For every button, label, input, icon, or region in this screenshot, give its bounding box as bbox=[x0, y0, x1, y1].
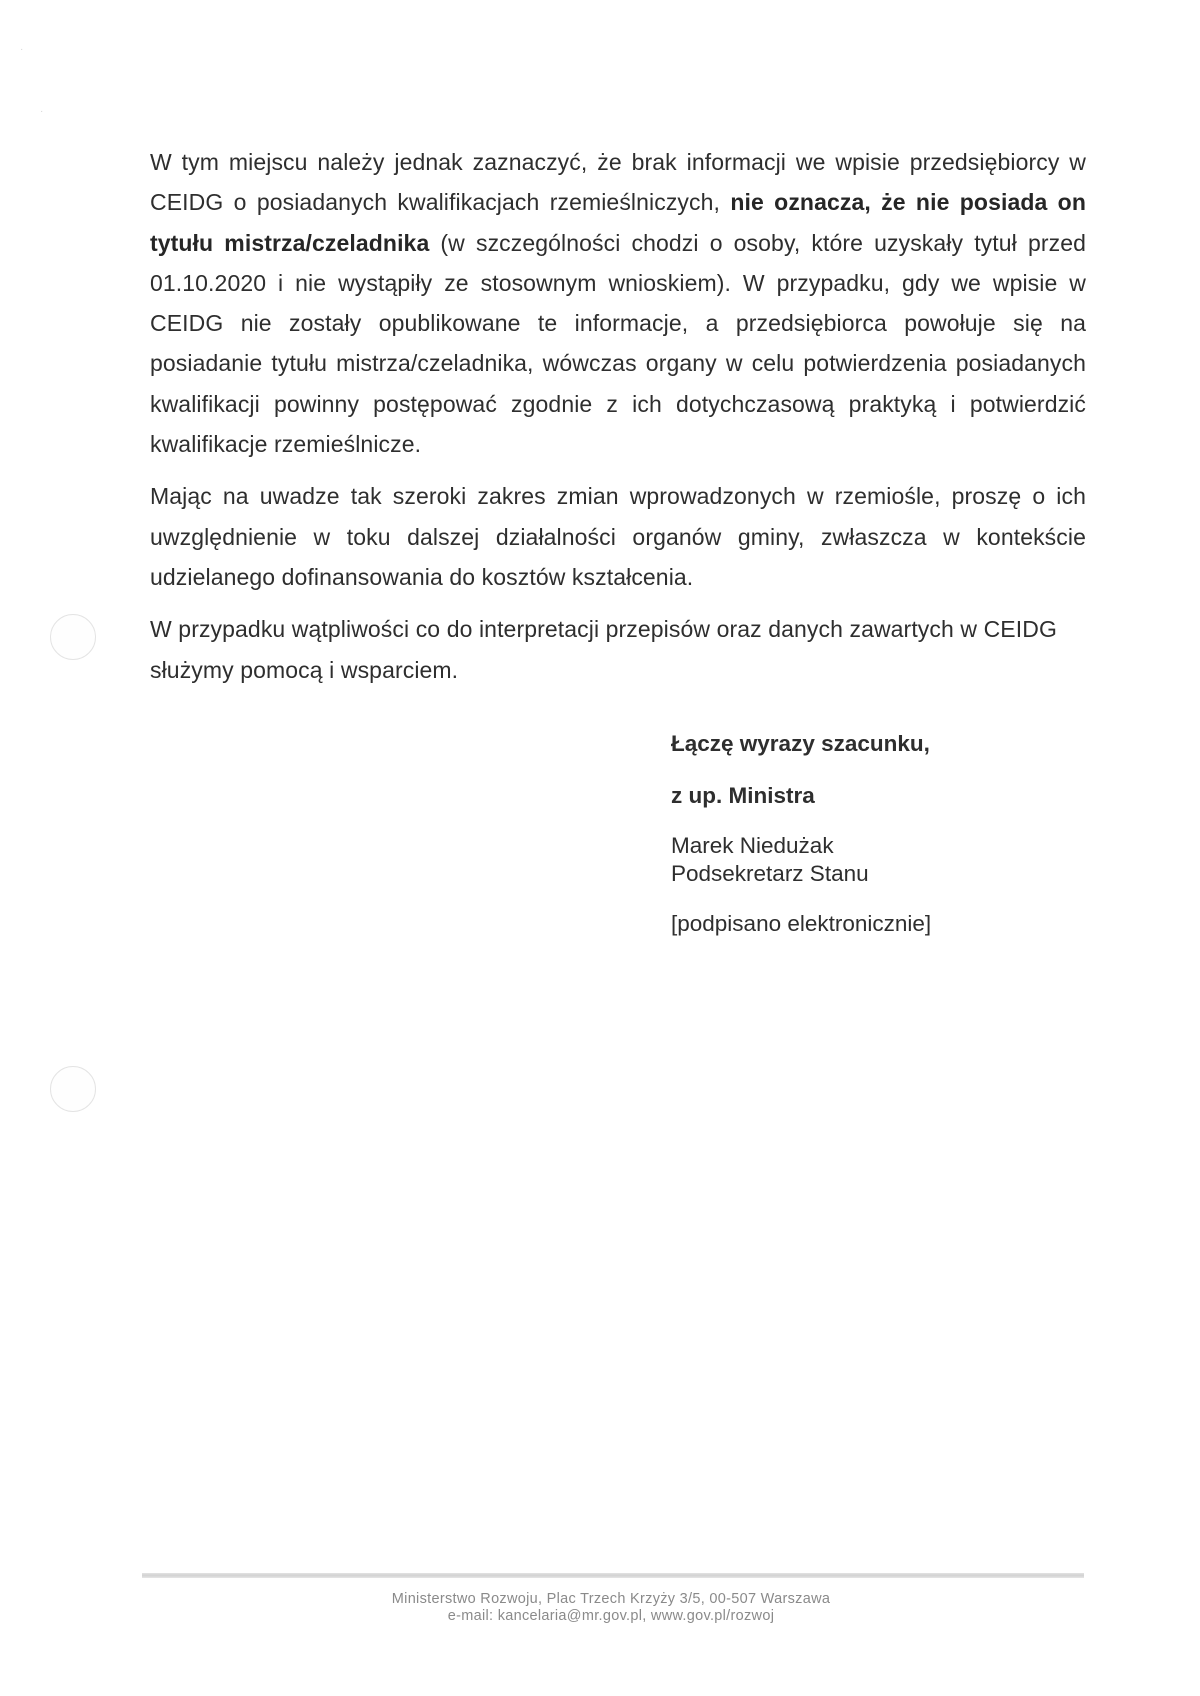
paragraph-2: Mając na uwadze tak szeroki zakres zmian wprowadzonych w rzemiośle, proszę o ich uwzględnienie w toku dalszej działalności organów gminy, zwłaszcza w kontekście udzielanego dofinansowania do kosztów kształcenia. bbox=[150, 483, 1086, 590]
footer-address: Ministerstwo Rozwoju, Plac Trzech Krzyży 3/5, 00-507 Warszawa bbox=[391, 1591, 831, 1607]
punch-hole-mark bbox=[50, 1066, 96, 1112]
letter-body bbox=[150, 142, 1086, 702]
scan-mark: · bbox=[40, 106, 44, 117]
paragraph-1-text-b: (w szczególności chodzi o osoby, które uzyskały tytuł przed 01.10.2020 i nie wystąpiły ze stosownym wnioskiem). W przypadku, gdy we wpisie w CEIDG nie zostały opublikowane te informacje, a przedsiębiorca powołuje się na posiadanie tytułu mistrza/czeladnika, wówczas organy w celu potwierdzenia posiadanych kwalifikacji powinny postępować zgodnie z ich dotychczasową praktyką i potwierdzić kwalifikacje rzemieślnicze. bbox=[150, 229, 1086, 458]
scan-mark: · bbox=[20, 44, 24, 55]
closing-greeting: Łączę wyrazy szacunku, bbox=[671, 731, 930, 756]
electronic-signature-note: [podpisano elektronicznie] bbox=[671, 911, 932, 936]
paragraph-1-emphasis: nie oznacza, że nie posiada on tytułu mistrza/czeladnika bbox=[150, 189, 1086, 256]
paragraph-1 bbox=[150, 142, 1086, 464]
signing-authority: z up. Ministra bbox=[671, 783, 815, 808]
signature-block bbox=[671, 730, 931, 938]
footer bbox=[300, 1591, 922, 1625]
paragraph-3: W przypadku wątpliwości co do interpretacji przepisów oraz danych zawartych w CEIDG służymy pomocą i wsparciem. bbox=[150, 616, 1057, 683]
signatory-position: Podsekretarz Stanu bbox=[671, 861, 869, 886]
footer-divider bbox=[142, 1573, 1084, 1578]
signatory-name: Marek Niedużak bbox=[671, 833, 834, 858]
footer-contact: e-mail: kancelaria@mr.gov.pl, www.gov.pl/rozwoj bbox=[447, 1608, 775, 1624]
punch-hole-mark bbox=[50, 614, 96, 660]
paragraph-1-text-a: W tym miejscu należy jednak zaznaczyć, że brak informacji we wpisie przedsiębiorcy w CEIDG o posiadanych kwalifikacjach rzemieślniczych, bbox=[150, 149, 1086, 216]
